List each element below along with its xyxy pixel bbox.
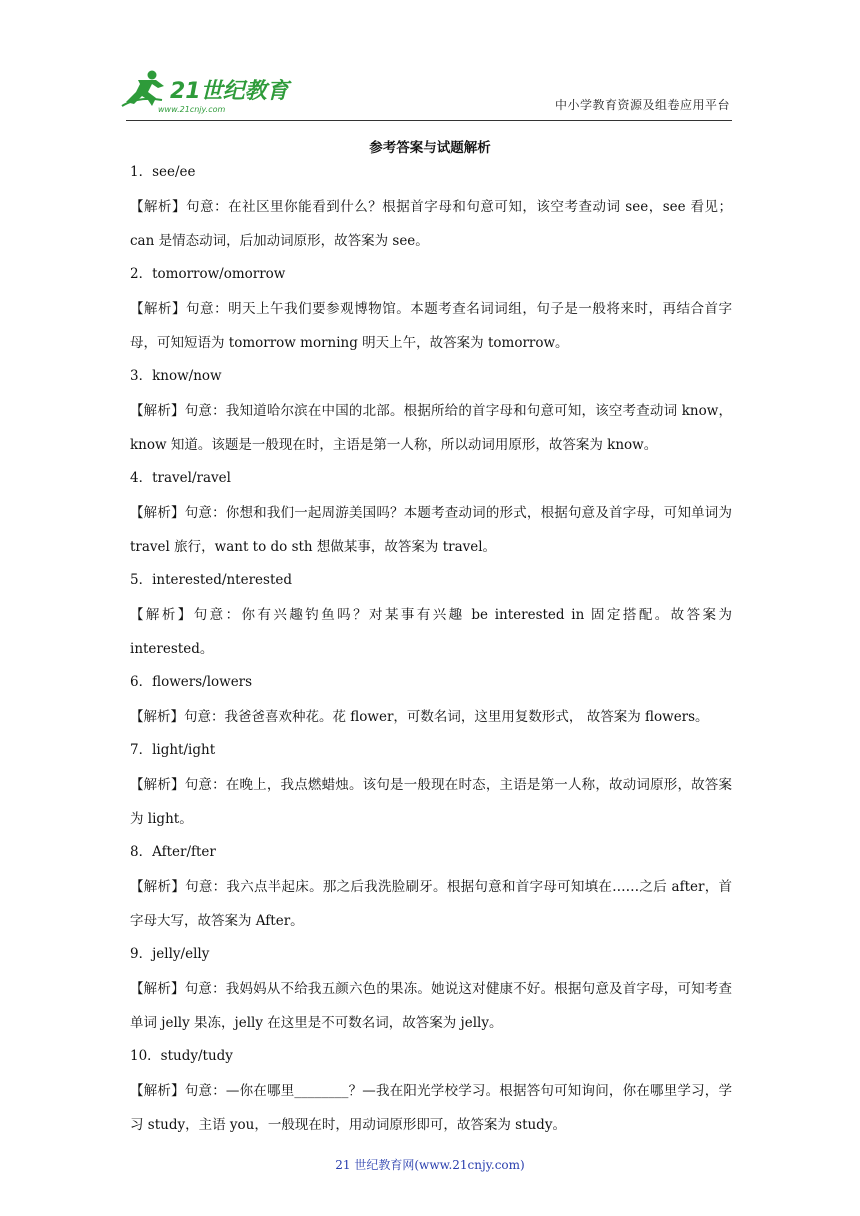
explanation: 【解析】句意：我六点半起床。那之后我洗脸刷牙。根据句意和首字母可知填在……之后 after，首字母大写，故答案为 After。 bbox=[130, 879, 732, 929]
explanation: 【解析】句意：我妈妈从不给我五颜六色的果冻。她说这对健康不好。根据句意及首字母，可知考查单词 jelly 果冻，jelly 在这里是不可数名词，故答案为 jelly。 bbox=[130, 981, 732, 1031]
answer-item-4 bbox=[130, 468, 732, 564]
answer-line: 6．flowers/lowers bbox=[130, 674, 253, 690]
svg-text:21世纪教育: 21世纪教育 bbox=[170, 79, 289, 104]
answer-line: 9．jelly/elly bbox=[130, 946, 210, 962]
svg-text:www.21cnjy.com: www.21cnjy.com bbox=[158, 105, 226, 114]
answer-item-7 bbox=[130, 740, 732, 836]
answer-item-2 bbox=[130, 264, 732, 360]
answer-item-1 bbox=[130, 162, 732, 258]
answer-line: 3．know/now bbox=[130, 368, 222, 384]
logo bbox=[118, 66, 293, 116]
answer-item-10 bbox=[130, 1046, 732, 1142]
answer-list bbox=[130, 162, 732, 1148]
explanation: 【解析】句意：我爸爸喜欢种花。花 flower，可数名词，这里用复数形式， 故答案为 flowers。 bbox=[130, 709, 709, 725]
explanation: 【解析】句意：—你在哪里________？—我在阳光学校学习。根据答句可知询问，你在哪里学习，学习 study，主语 you，一般现在时，用动词原形即可，故答案为 study。 bbox=[130, 1083, 732, 1133]
page-footer[interactable]: 21 世纪教育网(www.21cnjy.com) bbox=[335, 1158, 525, 1172]
explanation: 【解析】句意：我知道哈尔滨在中国的北部。根据所给的首字母和句意可知，该空考查动词 know，know 知道。该题是一般现在时，主语是第一人称，所以动词用原形，故答案为 know。 bbox=[130, 403, 732, 453]
answer-item-6 bbox=[130, 672, 732, 734]
explanation: 【解析】句意：你有兴趣钓鱼吗？对某事有兴趣 be interested in 固定搭配。故答案为 interested。 bbox=[130, 607, 732, 657]
runner-logo-icon bbox=[118, 66, 293, 116]
answer-line: 10．study/tudy bbox=[130, 1048, 233, 1064]
header-tagline: 中小学教育资源及组卷应用平台 bbox=[554, 98, 730, 112]
answer-line: 5．interested/nterested bbox=[130, 572, 293, 588]
answer-line: 2．tomorrow/omorrow bbox=[130, 266, 286, 282]
page-title: 参考答案与试题解析 bbox=[369, 140, 491, 156]
answer-line: 8．After/fter bbox=[130, 844, 216, 860]
explanation: 【解析】句意：明天上午我们要参观博物馆。本题考查名词词组，句子是一般将来时，再结合首字母，可知短语为 tomorrow morning 明天上午，故答案为 tomorrow。 bbox=[130, 301, 732, 351]
page-header bbox=[0, 0, 860, 125]
answer-line: 1．see/ee bbox=[130, 164, 196, 180]
answer-item-8 bbox=[130, 842, 732, 938]
answer-item-3 bbox=[130, 366, 732, 462]
answer-line: 7．light/ight bbox=[130, 742, 216, 758]
answer-item-9 bbox=[130, 944, 732, 1040]
answer-line: 4．travel/ravel bbox=[130, 470, 231, 486]
answer-item-5 bbox=[130, 570, 732, 666]
explanation: 【解析】句意：在社区里你能看到什么？根据首字母和句意可知，该空考查动词 see，see 看见；can 是情态动词，后加动词原形，故答案为 see。 bbox=[130, 199, 732, 249]
header-divider bbox=[126, 120, 732, 121]
explanation: 【解析】句意：在晚上，我点燃蜡烛。该句是一般现在时态，主语是第一人称，故动词原形，故答案为 light。 bbox=[130, 777, 732, 827]
explanation: 【解析】句意：你想和我们一起周游美国吗？本题考查动词的形式，根据句意及首字母，可知单词为 travel 旅行，want to do sth 想做某事，故答案为 travel。 bbox=[130, 505, 732, 555]
